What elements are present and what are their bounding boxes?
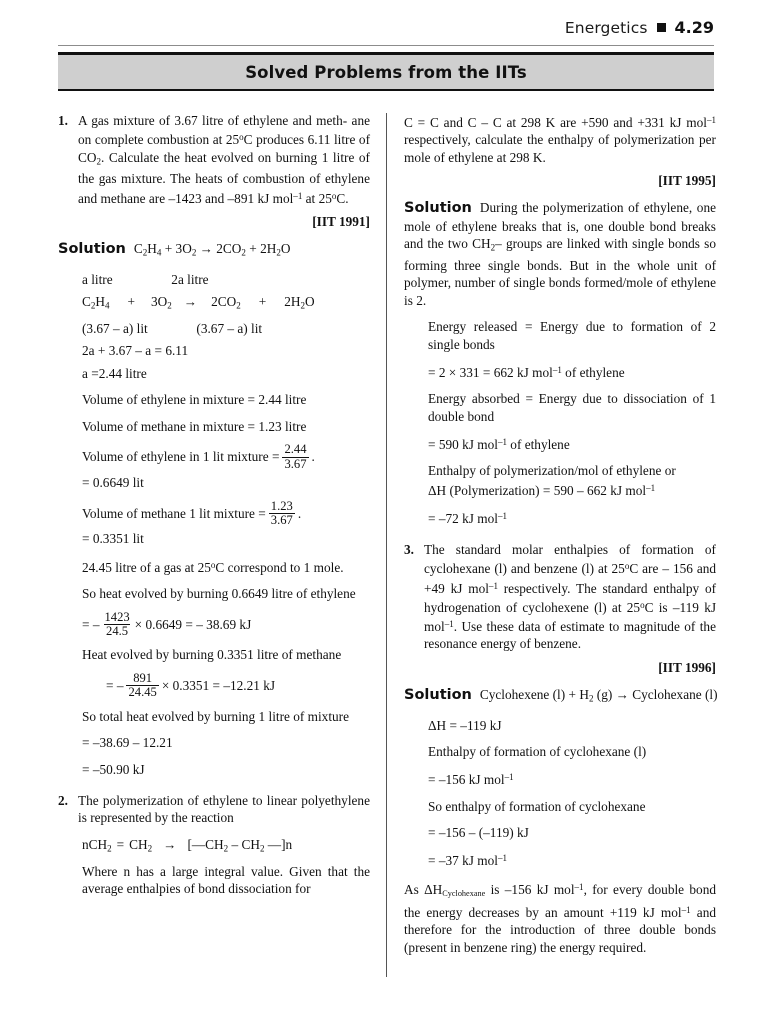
solution-2-energy-released-label: Energy released = Energy due to formation of 2 single bonds: [428, 319, 716, 352]
mol-exponent: –1: [646, 482, 656, 493]
p1-l6c: C.: [336, 190, 349, 206]
problem-3-source-tag: [IIT 1996]: [658, 659, 716, 675]
sol3-final-b: is –156 kJ mol: [485, 881, 575, 897]
p2-l1: The polymerization of ethylene to linear: [78, 793, 298, 809]
section-banner: [58, 52, 714, 91]
solution-1-label: Solution: [58, 241, 126, 258]
problem-2-continuation: [404, 112, 716, 166]
calc1-pre: = –: [82, 616, 100, 632]
solution-1-sum: = –38.69 – 12.21: [82, 735, 173, 751]
solution-1-calc-2: [106, 669, 370, 703]
left-column: [58, 112, 370, 897]
sol3-final-a: As ΔH: [404, 881, 443, 897]
solution-1: [58, 240, 370, 262]
problem-3: [404, 541, 716, 653]
calc2-post: × 0.3351 = –12.21 kJ: [161, 678, 276, 694]
eq2-c2h4: $C_2H_4$: [82, 294, 110, 311]
solution-1-calc-1: [82, 607, 370, 641]
problem-1-number: 1.: [58, 113, 68, 128]
calc1-post: × 0.6649 = – 38.69 kJ: [134, 616, 252, 632]
solution-2-enthalpy-line-2: [428, 480, 716, 499]
abs-calc-a: = 590 kJ mol: [428, 436, 498, 452]
p2-l2: polyethylene is represented by the reaction: [78, 793, 370, 826]
degree-symbol: o: [624, 561, 630, 572]
fraction-denominator: 3.67: [284, 456, 307, 471]
solution-3-dh: ΔH = –119 kJ: [428, 717, 502, 733]
meth-frac-label: Volume of methane 1 lit mixture =: [82, 505, 266, 521]
p2eq-product: [$—CH_2 - CH_2$ —]n: [187, 836, 293, 854]
lit-1: (3.67 – a) lit: [82, 321, 148, 336]
solution-1-balance: 2a + 3.67 – a = 6.11: [82, 343, 189, 359]
rel-calc-b: of ethylene: [561, 364, 625, 380]
solution-1-volumes-label-row: [82, 271, 370, 288]
problem-3-number: 3.: [404, 541, 414, 557]
p3-l2a: cyclohexane (l) and benzene (l) at 25: [424, 561, 625, 577]
solution-2-energy-released-calc: [428, 362, 716, 381]
banner-bar: [58, 55, 714, 89]
p1-l1: A gas mixture of 3.67 litre of ethylene and meth-: [78, 113, 348, 128]
p1-l3b: . Calculate the heat evolved on: [101, 149, 272, 165]
sol3-form-a: = –156 kJ mol: [428, 772, 505, 788]
solution-2-energy-absorbed-calc: [428, 434, 716, 453]
running-head-rule: [58, 45, 714, 46]
p1-l2: ane on complete combustion at 25: [78, 113, 370, 148]
p1-l4: burning 1 litre of the gas mixture. The heats of: [78, 149, 370, 187]
rel-calc-a: = 2 × 331 = 662 kJ mol: [428, 364, 553, 380]
problem-2: [58, 792, 370, 827]
fraction-numerator: 2.44: [284, 442, 307, 457]
solution-1-mole-note: [82, 557, 370, 576]
fraction-denominator: 24.5: [106, 623, 129, 638]
square-bullet-icon: [657, 23, 666, 32]
fraction-numerator: 1.23: [270, 498, 293, 513]
solution-3-formation-label: Enthalpy of formation of cyclohexane (l): [428, 744, 647, 760]
p2eq-nch2: nCH$_2$: [82, 836, 112, 854]
solution-1-volume-methane: Volume of methane in mixture = 1.23 litre: [82, 418, 307, 434]
solution-2-final: [428, 508, 716, 527]
p1-l5: combustion of ethylene and methane are –1423: [78, 171, 370, 206]
solution-1-volume-ethylene: Volume of ethylene in mixture = 2.44 litre: [82, 392, 307, 408]
meth-frac-dot: .: [297, 505, 302, 521]
ch2-sub: 2: [490, 242, 496, 253]
p1-l3a: 6.11 litre of CO: [78, 132, 370, 165]
problem-2-equation: [82, 836, 370, 858]
mol-exponent: –1: [497, 853, 507, 864]
solution-2-body-a: During the polymerization of ethylene, one mole of ethylene breaks that is, one double bond breaks and the two CH: [404, 200, 716, 252]
fraction-1.23-over-3.67: [269, 500, 295, 527]
solution-2-label: Solution: [404, 200, 472, 217]
degree-symbol-2: o: [331, 190, 337, 201]
solution-1-final: = –50.90 kJ: [82, 761, 145, 777]
problem-1: [58, 112, 370, 207]
solution-3-formation-value: [428, 769, 716, 788]
solution-2-body-b: – groups are linked with single bonds so forming three single bonds. But in the whole unit of polymer, number of single bonds formed/mole of ethylene is 2.: [404, 236, 716, 308]
p2c-l2a: kJ mol: [669, 114, 707, 130]
solution-2: [404, 199, 716, 309]
mol-exponent: –1: [293, 190, 303, 201]
p3-l6: estimate to magnitude of the resonance energy: [424, 618, 716, 652]
eq2-2co2: $2CO_2$: [211, 294, 241, 311]
problem-3-text: [424, 541, 716, 653]
eq2-2h2o: $2H_2O$: [284, 294, 315, 311]
solution-2-enthalpy-line-1: Enthalpy of polymerization/mol of ethylene or: [428, 463, 676, 479]
cyclohexane-subscript: Cyclohexane: [442, 888, 486, 898]
fraction-denominator: 3.67: [270, 512, 293, 527]
co2-sub: 2: [96, 155, 101, 166]
solution-1-a-value: a =2.44 litre: [82, 365, 147, 381]
banner-rule-bottom: [58, 89, 714, 91]
fraction-denominator: 24.45: [128, 685, 157, 700]
mol-exponent: –1: [497, 510, 507, 521]
p3-l5a: at 25: [611, 599, 641, 615]
sub: 2: [241, 247, 246, 258]
mol-exponent: –1: [681, 904, 691, 915]
degree-symbol-3: o: [210, 559, 216, 570]
problem-2-text: [78, 792, 370, 827]
sub: 4: [156, 247, 162, 258]
p3-l1: The standard molar enthalpies of formation of: [424, 541, 716, 557]
sol3-eq-a: Cyclohexene (l) + H: [479, 686, 589, 702]
mole-note-b: C correspond to: [215, 559, 301, 575]
sol3-final-c: , for every double bond the energy decreases by an amount +119 kJ mol: [404, 881, 716, 920]
problem-2-source-tag: [IIT 1995]: [658, 173, 716, 189]
solution-1-heat-methane-label: Heat evolved by burning 0.3351 litre of methane: [82, 647, 342, 663]
column-divider: [386, 113, 387, 977]
enth-2a: ΔH (Polymerization) = 590 – 662 kJ mol: [428, 482, 647, 498]
fraction-891-over-24.45: [126, 672, 158, 699]
solution-3-final-paragraph: [404, 879, 716, 956]
p1-l6a: and –891 kJ mol: [205, 190, 294, 206]
problem-2-text-cont: [82, 863, 370, 898]
p3-l7: of benzene.: [519, 636, 582, 652]
mol-exponent: –1: [488, 580, 498, 591]
solution-1-heat-evolved-label: So heat evolved by burning 0.6649 litre of ethylene: [82, 586, 356, 602]
p3-l3a: 156 and +49 kJ mol: [424, 561, 717, 596]
p2c-l2b: respectively, calculate the enthalpy of: [404, 132, 610, 148]
solution-2-energy-absorbed-label: Energy absorbed = Energy due to dissociation of 1 double bond: [428, 391, 716, 424]
solution-3-calc: = –156 – (–119) kJ: [428, 825, 529, 841]
sol3-res-a: = –37 kJ mol: [428, 853, 498, 869]
solution-1-eth-result: = 0.6649 lit: [82, 475, 144, 491]
mol-exponent: –1: [706, 115, 716, 125]
p1-l2b: C produces: [243, 132, 305, 148]
mol-exponent: –1: [444, 618, 454, 629]
p3-l4: enthalpy of hydrogenation of cyclohexene (l): [424, 580, 717, 615]
solution-3-so-enthalpy: So enthalpy of formation of cyclohexane: [428, 798, 646, 814]
solution-1-lit-row: [82, 320, 370, 337]
mol-exponent: –1: [574, 881, 584, 892]
a-litre-2: 2a litre: [171, 271, 209, 287]
mol-exponent: –1: [497, 436, 507, 447]
degree-symbol: o: [640, 599, 645, 610]
solution-1-equation-1: $C_2H_4 + 3O_2 \to 2CO_2 + 2H_2O$: [133, 241, 291, 258]
solution-3-result: [428, 850, 716, 869]
sub: 2: [191, 247, 197, 258]
mol-exponent: –1: [504, 772, 514, 783]
sub: 2: [142, 247, 148, 258]
sol3-final-d: and therefore for the introduction of three double bonds (present in benzene ring) the energy required.: [404, 904, 717, 955]
fraction-numerator: 1423: [104, 609, 130, 624]
sub: 2: [276, 247, 281, 258]
a-litre-1: a litre: [82, 271, 113, 287]
mol-exponent: –1: [552, 364, 562, 375]
calc2-pre: = –: [106, 678, 124, 694]
solution-1-meth-result: = 0.3351 lit: [82, 531, 144, 547]
p1-l6b: at 25: [302, 190, 332, 206]
solution-1-eth-fraction-row: [82, 440, 370, 474]
right-column: [404, 112, 716, 956]
fraction-1423-over-24.5: [102, 611, 131, 638]
fraction-2.44-over-3.67: [282, 443, 308, 470]
p3-l5c: . Use these data of: [453, 618, 556, 634]
mole-note-c: 1 mole.: [303, 559, 344, 575]
running-head-chapter: Energetics: [564, 18, 648, 37]
problem-2-number: 2.: [58, 793, 68, 809]
solution-3-label: Solution: [404, 686, 472, 703]
solution-1-meth-fraction-row: [82, 496, 370, 530]
sol2-final-a: = –72 kJ mol: [428, 510, 498, 526]
eth-frac-dot: .: [311, 449, 315, 465]
abs-calc-b: of ethylene: [506, 436, 570, 452]
running-head: [565, 18, 714, 37]
h2-sub: 2: [588, 693, 594, 704]
p2eq-ch2: $CH_2$: [129, 836, 153, 854]
solution-3-equation: [480, 687, 718, 702]
degree-symbol: o: [239, 132, 244, 143]
problem-1-text: [78, 112, 370, 207]
p3-l3b: respectively. The standard: [497, 580, 648, 596]
problem-1-source-tag: [IIT 1991]: [312, 213, 370, 229]
sol3-eq-b: (g) → Cyclohexane (l): [596, 686, 718, 702]
eq2-arrow-icon: →: [183, 294, 198, 310]
solution-1-total-label: So total heat evolved by burning 1 litre of mixture: [82, 708, 349, 724]
fraction-numerator: 891: [133, 671, 153, 686]
p2eq-arrow-icon: →: [163, 836, 177, 852]
eq2-plus1: +: [127, 294, 136, 310]
solution-1-equation-2: [82, 293, 370, 315]
p3-l5b: C is –119 kJ mol: [424, 599, 717, 634]
eth-frac-label: Volume of ethylene in 1 lit mixture =: [82, 449, 280, 465]
page-number: 4.29: [674, 18, 714, 37]
eq2-3o2: $3O_2$: [151, 294, 172, 311]
p2-l4: the average enthalpies of bond dissociation for: [82, 863, 370, 896]
solution-3: [404, 686, 716, 708]
eq2-plus2: +: [258, 294, 267, 310]
lit-2: (3.67 – a) lit: [196, 321, 263, 336]
p2eq-eq: =: [116, 836, 125, 852]
p2c-l3: polymerization per mole of ethylene at 298 K.: [404, 132, 716, 165]
mole-note-a: 24.45 litre of a gas at 25: [82, 559, 211, 575]
section-title: Solved Problems from the IITs: [245, 62, 527, 82]
p2c-l1: C = C and C – C at 298 K are +590 and +331: [404, 114, 665, 130]
p2-l3: Where n has a large integral value. Given that: [82, 863, 348, 879]
p3-l2b: C are –: [629, 561, 669, 577]
